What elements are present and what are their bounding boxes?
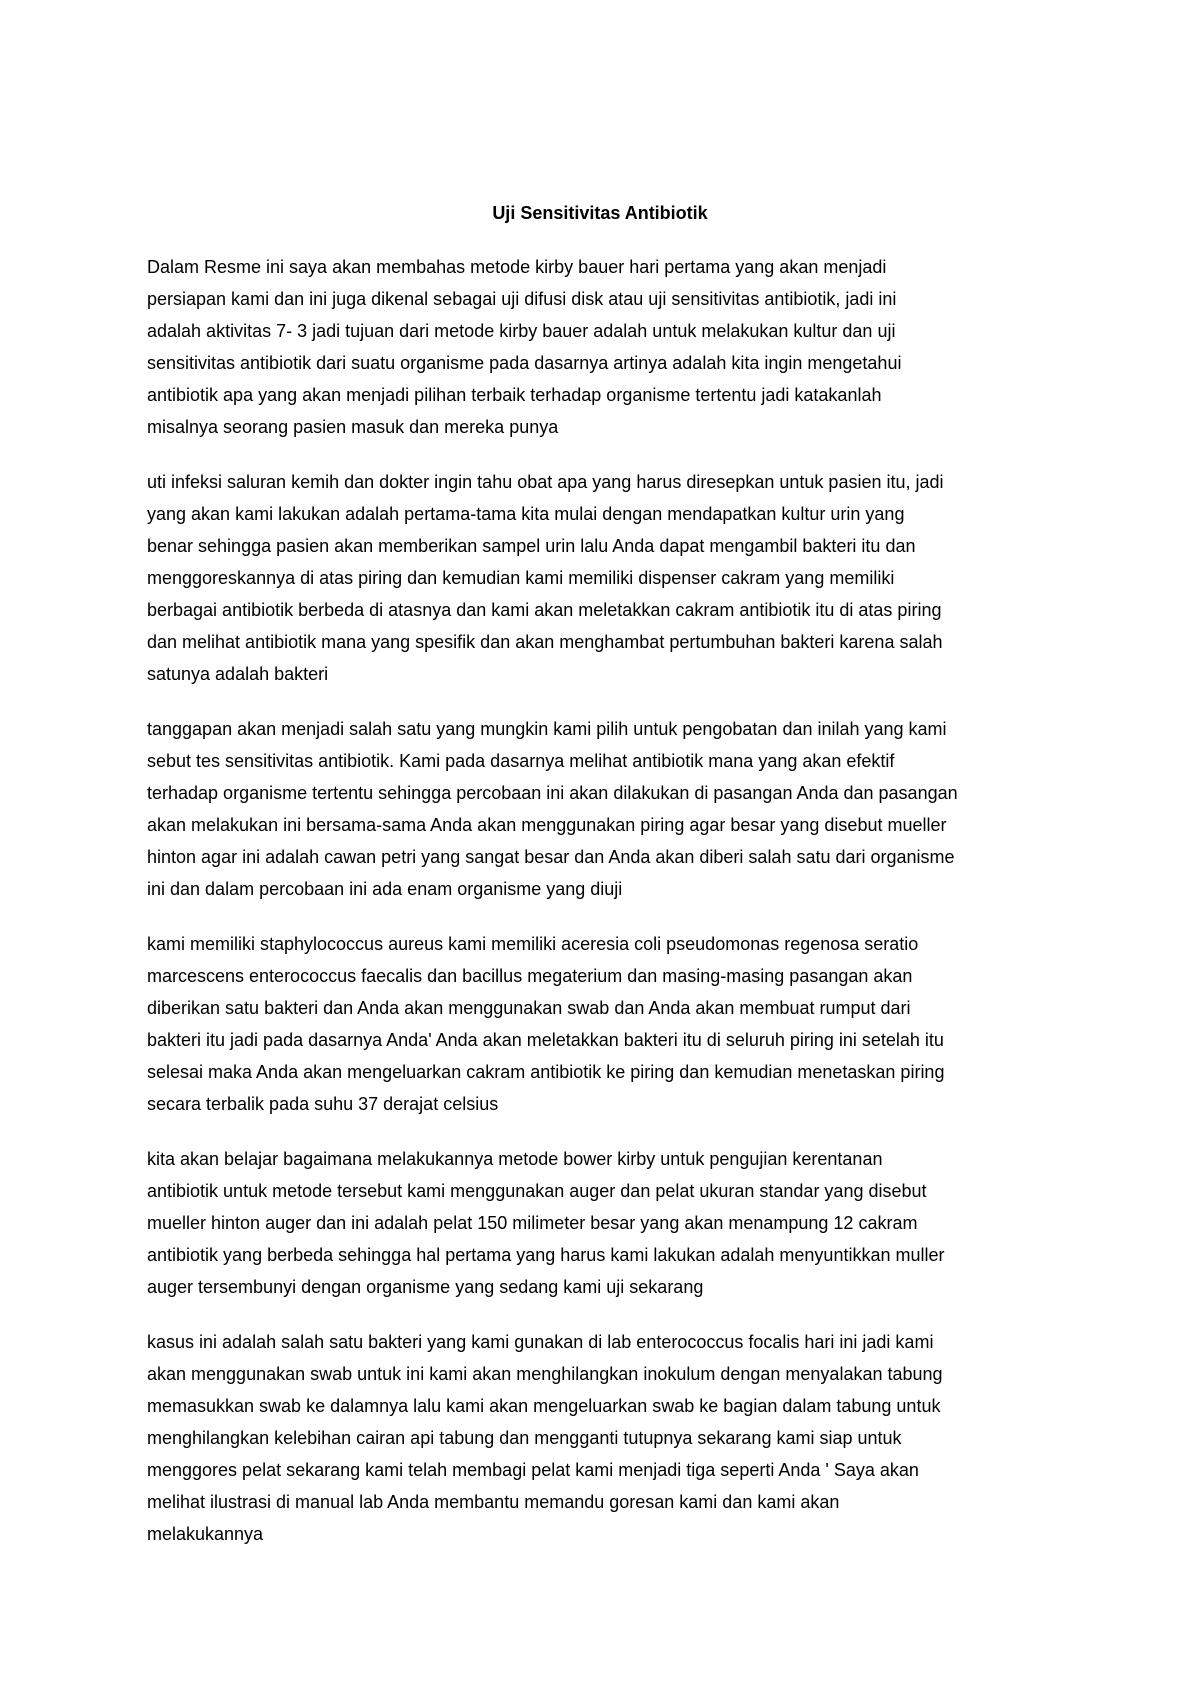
paragraph-5 — [147, 1143, 1067, 1303]
paragraph-line: berbagai antibiotik berbeda di atasnya dan kami akan meletakkan cakram antibiotik itu di atas piring — [147, 600, 942, 620]
paragraph-3 — [147, 713, 1067, 905]
paragraph-line: benar sehingga pasien akan memberikan sampel urin lalu Anda dapat mengambil bakteri itu dan — [147, 536, 916, 556]
paragraph-line: ini dan dalam percobaan ini ada enam organisme yang diuji — [147, 879, 623, 899]
paragraph-line: misalnya seorang pasien masuk dan mereka punya — [147, 417, 559, 437]
paragraph-line: kita akan belajar bagaimana melakukannya metode bower kirby untuk pengujian kerentanan — [147, 1149, 883, 1169]
paragraph-6 — [147, 1326, 1067, 1550]
paragraph-line: tanggapan akan menjadi salah satu yang mungkin kami pilih untuk pengobatan dan inilah yang kami — [147, 719, 947, 739]
paragraph-line: menggoreskannya di atas piring dan kemudian kami memiliki dispenser cakram yang memiliki — [147, 568, 895, 588]
document-body — [147, 251, 1067, 1573]
paragraph-line: satunya adalah bakteri — [147, 664, 329, 684]
paragraph-line: persiapan kami dan ini juga dikenal sebagai uji difusi disk atau uji sensitivitas antibiotik, jadi ini — [147, 289, 897, 309]
paragraph-4 — [147, 928, 1067, 1120]
paragraph-line: hinton agar ini adalah cawan petri yang sangat besar dan Anda akan diberi salah satu dari organisme — [147, 847, 955, 867]
paragraph-line: adalah aktivitas 7- 3 jadi tujuan dari metode kirby bauer adalah untuk melakukan kultur dan uji — [147, 321, 896, 341]
paragraph-line: akan melakukan ini bersama-sama Anda akan menggunakan piring agar besar yang disebut mueller — [147, 815, 947, 835]
paragraph-line: sebut tes sensitivitas antibiotik. Kami pada dasarnya melihat antibiotik mana yang akan efektif — [147, 751, 895, 771]
paragraph-line: antibiotik untuk metode tersebut kami menggunakan auger dan pelat ukuran standar yang disebut — [147, 1181, 927, 1201]
paragraph-line: memasukkan swab ke dalamnya lalu kami akan mengeluarkan swab ke bagian dalam tabung untuk — [147, 1396, 941, 1416]
paragraph-line: bakteri itu jadi pada dasarnya Anda' Anda akan meletakkan bakteri itu di seluruh piring ini setelah itu — [147, 1030, 944, 1050]
paragraph-line: dan melihat antibiotik mana yang spesifik dan akan menghambat pertumbuhan bakteri karena salah — [147, 632, 943, 652]
document-title: Uji Sensitivitas Antibiotik — [492, 203, 708, 223]
paragraph-line: auger tersembunyi dengan organisme yang sedang kami uji sekarang — [147, 1277, 704, 1297]
paragraph-line: mueller hinton auger dan ini adalah pelat 150 milimeter besar yang akan menampung 12 cakram — [147, 1213, 918, 1233]
paragraph-line: kami memiliki staphylococcus aureus kami memiliki aceresia coli pseudomonas regenosa seratio — [147, 934, 919, 954]
paragraph-line: akan menggunakan swab untuk ini kami akan menghilangkan inokulum dengan menyalakan tabung — [147, 1364, 943, 1384]
paragraph-2 — [147, 466, 1067, 690]
paragraph-line: uti infeksi saluran kemih dan dokter ingin tahu obat apa yang harus diresepkan untuk pasien itu, jadi — [147, 472, 944, 492]
paragraph-line: kasus ini adalah salah satu bakteri yang kami gunakan di lab enterococcus focalis hari ini jadi kami — [147, 1332, 934, 1352]
paragraph-line: terhadap organisme tertentu sehingga percobaan ini akan dilakukan di pasangan Anda dan pasangan — [147, 783, 958, 803]
paragraph-1 — [147, 251, 1067, 443]
paragraph-line: melihat ilustrasi di manual lab Anda membantu memandu goresan kami dan kami akan — [147, 1492, 840, 1512]
paragraph-line: sensitivitas antibiotik dari suatu organisme pada dasarnya artinya adalah kita ingin mengetahui — [147, 353, 902, 373]
paragraph-line: menghilangkan kelebihan cairan api tabung dan mengganti tutupnya sekarang kami siap untuk — [147, 1428, 902, 1448]
paragraph-line: menggores pelat sekarang kami telah membagi pelat kami menjadi tiga seperti Anda ' Saya akan — [147, 1460, 919, 1480]
paragraph-line: selesai maka Anda akan mengeluarkan cakram antibiotik ke piring dan kemudian menetaskan piring — [147, 1062, 945, 1082]
paragraph-line: diberikan satu bakteri dan Anda akan menggunakan swab dan Anda akan membuat rumput dari — [147, 998, 911, 1018]
paragraph-line: marcescens enterococcus faecalis dan bacillus megaterium dan masing-masing pasangan akan — [147, 966, 913, 986]
paragraph-line: yang akan kami lakukan adalah pertama-tama kita mulai dengan mendapatkan kultur urin yang — [147, 504, 905, 524]
paragraph-line: melakukannya — [147, 1524, 264, 1544]
paragraph-line: antibiotik yang berbeda sehingga hal pertama yang harus kami lakukan adalah menyuntikkan muller — [147, 1245, 945, 1265]
paragraph-line: secara terbalik pada suhu 37 derajat celsius — [147, 1094, 499, 1114]
paragraph-line: antibiotik apa yang akan menjadi pilihan terbaik terhadap organisme tertentu jadi katakanlah — [147, 385, 882, 405]
paragraph-line: Dalam Resme ini saya akan membahas metode kirby bauer hari pertama yang akan menjadi — [147, 257, 887, 277]
